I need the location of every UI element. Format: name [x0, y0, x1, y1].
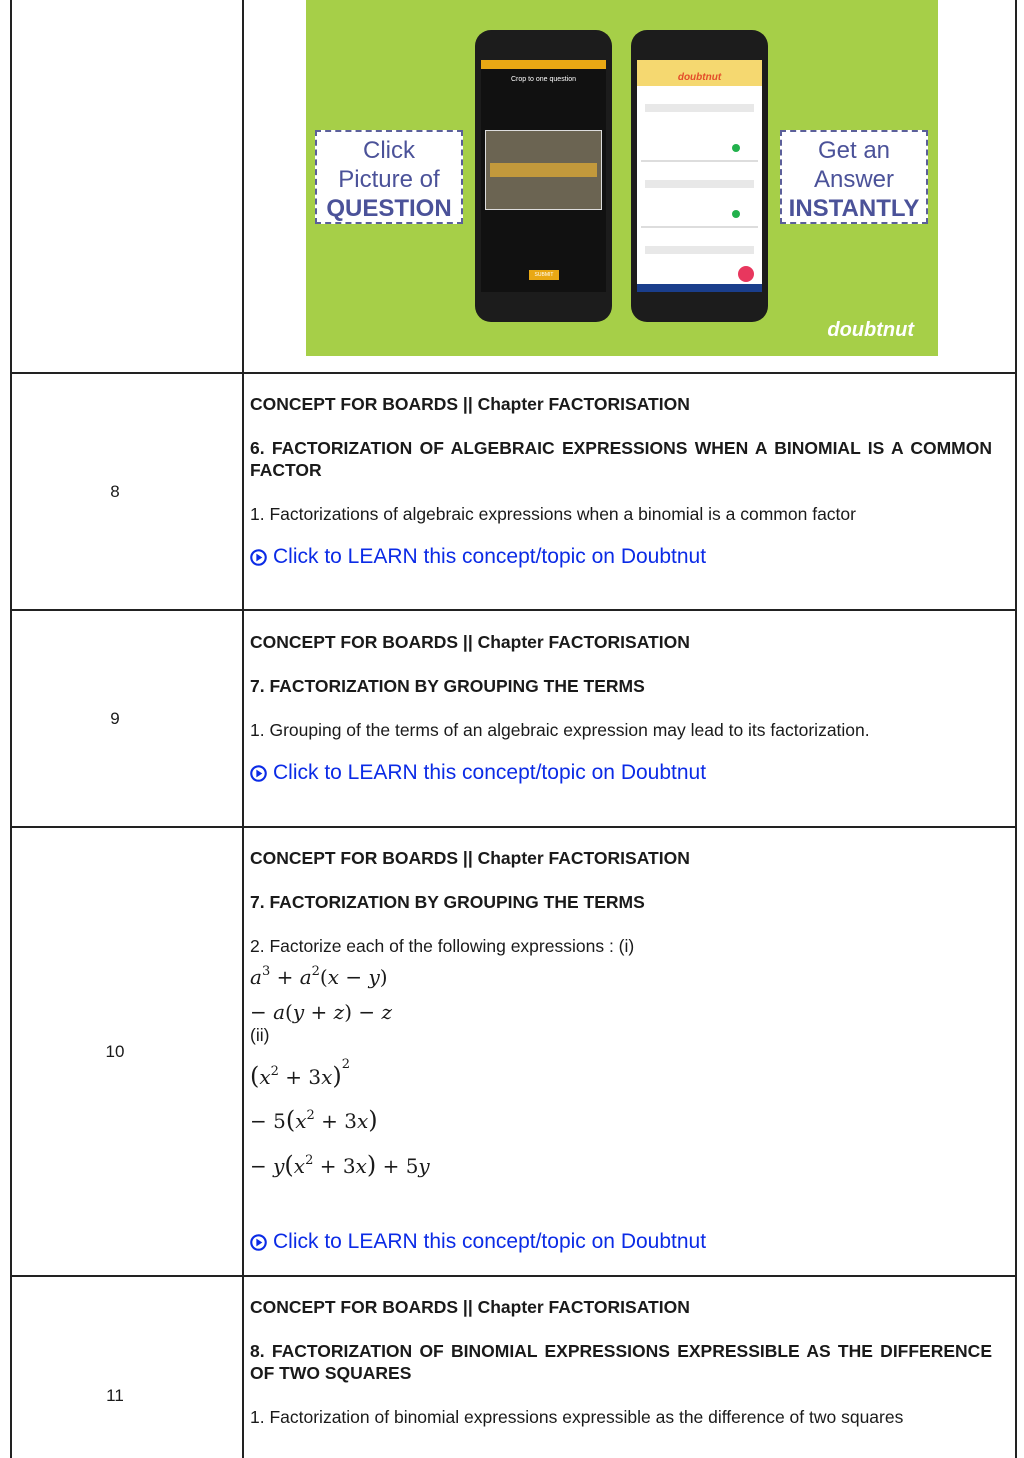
row-divider — [12, 609, 1015, 611]
topic-title: 7. FACTORIZATION BY GROUPING THE TERMS — [250, 892, 645, 912]
row-number: 10 — [105, 1042, 125, 1061]
learn-link[interactable] — [250, 761, 706, 785]
topic-description: 1. Factorization of binomial expressions expressible as the difference of two squares — [250, 1407, 904, 1427]
expression-i: $a^3 + a^2(x - y)$ − a(y + z) − z — [250, 964, 393, 1024]
row-divider — [12, 1275, 1015, 1277]
play-circle-icon — [250, 549, 267, 566]
get-answer-tag — [780, 130, 928, 224]
camera-fab-icon — [738, 266, 754, 282]
doubtnut-logo: doubtnut — [827, 319, 914, 341]
tag-line-bold: INSTANTLY — [788, 195, 920, 222]
concept-cell — [250, 1296, 992, 1428]
learn-link[interactable] — [250, 1230, 706, 1254]
concept-cell — [250, 847, 992, 1256]
topic-description: 2. Factorize each of the following expressions : (i) — [250, 936, 635, 956]
concept-title: CONCEPT FOR BOARDS || Chapter FACTORISATION — [250, 394, 690, 414]
concept-title: CONCEPT FOR BOARDS || Chapter FACTORISATION — [250, 632, 690, 652]
row-number: 8 — [110, 482, 120, 501]
expression-ii: $(x^2 + 3x)^2$ − $5(x^2 + 3x)$ − $y(x^2 + 3x) + 5y$ — [250, 1057, 430, 1179]
column-divider — [242, 0, 244, 1458]
play-circle-icon — [250, 1234, 267, 1251]
tag-line: Picture of — [338, 166, 440, 193]
phone-answer-mockup — [631, 30, 768, 322]
doubtnut-promo-banner[interactable] — [306, 0, 938, 356]
app-brand: doubtnut — [677, 72, 722, 83]
concept-title: CONCEPT FOR BOARDS || Chapter FACTORISATION — [250, 1297, 690, 1317]
click-picture-tag — [315, 130, 463, 224]
row-divider — [12, 372, 1015, 374]
topic-title: 8. FACTORIZATION OF BINOMIAL EXPRESSIONS EXPRESSIBLE AS THE DIFFERENCE OF TWO SQUARES — [250, 1341, 992, 1383]
question-photo — [485, 130, 602, 210]
row-number: 11 — [106, 1386, 124, 1405]
concept-title: CONCEPT FOR BOARDS || Chapter FACTORISATION — [250, 848, 690, 868]
part-ii-label: (ii) — [250, 1025, 270, 1045]
row-divider — [12, 826, 1015, 828]
tag-line: Answer — [813, 166, 895, 193]
topic-description: 1. Grouping of the terms of an algebraic expression may lead to its factorization. — [250, 720, 870, 740]
submit-button: SUBMIT — [529, 270, 559, 280]
concept-cell — [250, 393, 992, 571]
topic-title: 6. FACTORIZATION OF ALGEBRAIC EXPRESSIONS WHEN A BINOMIAL IS A COMMON FACTOR — [250, 438, 992, 480]
tag-line-bold: QUESTION — [326, 195, 452, 222]
learn-link-label: Click to LEARN this concept/topic on Doubtnut — [273, 761, 707, 784]
play-circle-icon — [250, 765, 267, 782]
crop-caption: Crop to one question — [511, 76, 576, 83]
learn-link-label: Click to LEARN this concept/topic on Doubtnut — [273, 1230, 707, 1253]
learn-link-label: Click to LEARN this concept/topic on Doubtnut — [273, 545, 707, 568]
phone-camera-mockup — [475, 30, 612, 322]
topic-description: 1. Factorizations of algebraic expressions when a binomial is a common factor — [250, 504, 856, 524]
concept-cell — [250, 631, 992, 787]
tag-line: Get an — [817, 137, 891, 164]
tag-line: Click — [363, 137, 415, 164]
row-number: 9 — [110, 709, 120, 728]
learn-link[interactable] — [250, 545, 706, 569]
topic-title: 7. FACTORIZATION BY GROUPING THE TERMS — [250, 676, 645, 696]
